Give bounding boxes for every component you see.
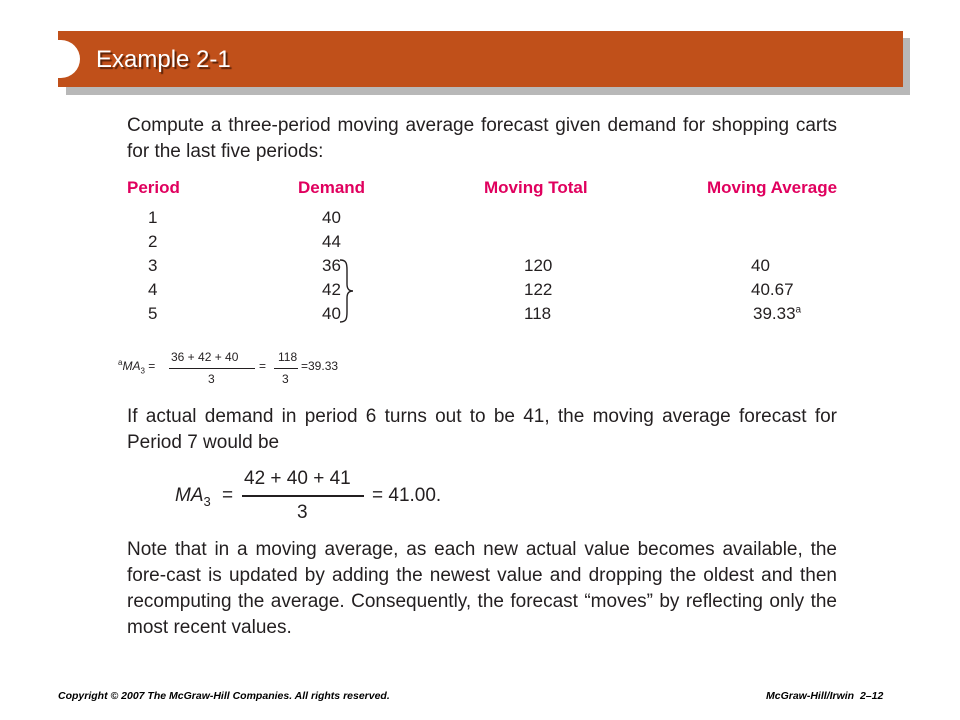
equation-denominator: 3 [297,502,308,523]
slide-title: Example 2-1 [96,46,231,73]
demand-cell: 42 [322,280,341,299]
footnote-result: =39.33 [301,359,339,373]
equation-subscript: 3 [203,493,211,509]
moving-total-cell: 118 [524,304,552,323]
footer-copyright: Copyright © 2007 The McGraw-Hill Companies. All rights reserved. [58,690,390,702]
footnote-denominator-2: 3 [282,372,289,386]
equation-ma: MA [175,485,204,506]
footnote-subscript: 3 [140,366,145,376]
equation-lhs [175,483,211,509]
moving-total-cell: 122 [524,280,553,299]
footnote-numerator-2: 118 [278,350,298,364]
fraction-bar [169,368,255,369]
footnote-lhs: $^aMA_3$ = [118,358,156,376]
period-cell: 4 [148,280,158,299]
footnote-denominator-1: 3 [208,372,215,386]
fraction-bar [242,495,364,497]
brace-icon [338,258,356,324]
question-paragraph: If actual demand in period 6 turns out to be 41, the moving average forecast for Period 7 would be [127,406,837,453]
header-moving-average: Moving Average [707,178,838,197]
period-cell: 5 [148,304,158,323]
footer-publisher-name: McGraw-Hill/Irwin [766,690,855,702]
footnote-marker: a [795,304,802,316]
equation-numerator: 42 + 40 + 41 [244,468,351,489]
demand-cell: 40 [322,304,341,323]
header-moving-total: Moving Total [484,178,588,197]
period-cell: 2 [148,232,158,251]
header-period: Period [127,178,180,197]
fraction-bar [274,368,298,369]
footer-page-number: 2–12 [859,690,884,702]
equation-equals: = [222,485,234,506]
moving-average-value: 39.33 [753,304,796,323]
demand-cell: 40 [322,208,341,227]
equation-result: = 41.00. [372,485,442,506]
intro-paragraph: Compute a three-period moving average forecast given demand for shopping carts for the last five periods: [127,115,837,162]
moving-average-cell: 40 [751,256,770,275]
moving-average-cell [753,302,801,326]
footer-publisher [766,690,883,702]
footnote-marker: a [118,358,123,367]
note-paragraph: Note that in a moving average, as each new actual value becomes available, the fore-cast is updated by adding the newest value and dropping the oldest and then recomputing the average. Consequently, the forecast “moves” by reflecting only the most recent values. [127,539,837,638]
period-cell: 1 [148,208,158,227]
footnote-numerator-1: 36 + 42 + 40 [171,350,239,364]
moving-average-cell: 40.67 [751,280,794,299]
demand-cell: 36 [322,256,341,275]
moving-total-cell: 120 [524,256,553,275]
period-cell: 3 [148,256,158,275]
header-demand: Demand [298,178,366,197]
footnote-ma: MA [122,359,141,373]
demand-cell: 44 [322,232,341,251]
footnote-equals: = [259,359,267,373]
